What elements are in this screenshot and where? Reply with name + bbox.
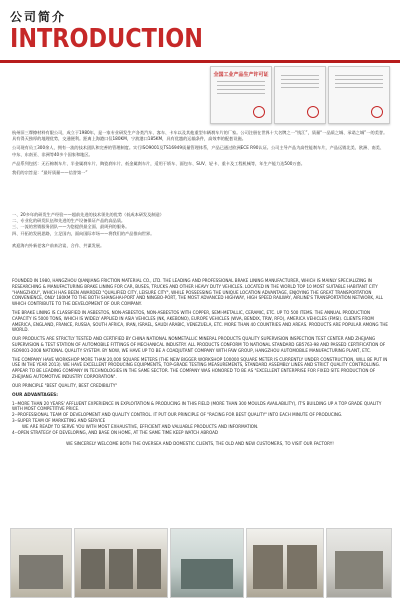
en-paragraph: OUR PRODUCTS ARE STRICTLY TESTED AND CERTIFIED BY CHINA NATIONAL NONMETALLIC MINERAL PRODUCTS QUALITY SUPERVISION INSPECTION TEST CENTER AND ZHEJIANG SUPERVISION & TEST STATION OF AUTOMOBILE FITTINGS OF MECHANICAL INDUSTRY. ALL PRODUCTS CONFORM TO NATIONAL STANDARD GB5763-98 AND PASSED CERTIFICATION OF ISO9001-2008 NATIONAL QUALITY SYSTEM. BY NOW, WE HAVE UP TO BE A COADJUTANT COMPANY WITH FAW GROUP, HANGZHOU AUTOMOBILE MANUFACTURING PLANT, ETC. bbox=[12, 336, 386, 353]
cn-paragraph: 我们的宗旨是：“最好质量——信誉第一” bbox=[12, 170, 88, 176]
list-item: 四、开拓的发展思路，立足国内，面向国际市场——将我们的产品推向世界。 bbox=[12, 230, 155, 236]
list-item: 3--SUPER TEAM OF MARKETING AND SERVICE bbox=[12, 417, 106, 423]
cn-paragraph: 公司现有员工300余人，拥有一流的技术团队和完善的管理制度。实行ISO9001及TS16949质量管理体系，产品已通过欧洲ECE R90认证。公司主导产品为高性能刹车片，产品远销北美、欧洲、南美、中东、东南亚、非洲等40多个国家和地区。 bbox=[12, 145, 385, 157]
english-introduction bbox=[12, 278, 388, 450]
certificate-production-license bbox=[210, 66, 272, 124]
certificates-group bbox=[210, 66, 390, 126]
chinese-advantages bbox=[12, 212, 388, 252]
page-header bbox=[0, 0, 400, 72]
certificate-english bbox=[328, 66, 390, 124]
production-equipment-photo bbox=[170, 528, 244, 598]
list-item: WE ARE READY TO SERVE YOU WITH MOST EXHAUSTIVE, EFFICIENT AND VALUABLE PRODUCTS AND INFORMATION. bbox=[22, 423, 259, 429]
factory-photos bbox=[10, 528, 390, 596]
list-item: 4--OPEN STRATEGY OF DEVELOPING, AND BASE ON HOME, AT THE SAME TIME KEEP WATCH ABROAD bbox=[12, 429, 219, 435]
en-paragraph: THE BRAKE LINING IS CLASSIFIED IN ASBESTOS, NON-ASBESTOS, NON-ASBESTOS WITH COPPER, SEMI-METALLIC, CERAMIC, ETC. UP TO 500 ITEMS. THE ANNUAL PRODUCTION CAPACITY IS 5000 TONS, WHICH IS WIDELY APPLIED IN ASIA VEHICLES (NK, AKEBONO), EUROPE VEHICLES (WVA, BENDIX, TRW, RFO), AMERICA VEHICLES (FMSI). CLIENTS FROM AMERICA, ENGLAND, FRANCE, RUSSIA, SOUTH AFRICA, IRAN, ISRAEL, SAUDI ARABIC, VENEZUELA, ETC. MORE THAN 40 COUNTRIES AND AREAS. PRODUCTS ARE POPULAR AMONG THE WORLD. bbox=[12, 309, 388, 333]
seal-icon bbox=[371, 106, 383, 118]
certificate-title: 全国工业产品生产许可证 bbox=[213, 72, 269, 78]
en-welcome: WE SINCERELY WELCOME BOTH THE OVERSEA AND DOMESTIC CLIENTS, THE OLD AND NEW CUSTOMERS, TO VISIT OUR FACTORY! bbox=[66, 441, 334, 447]
list-item: 1--MORE THAN 20 YEARS' AFFLUENT EXPERIENCE IN EXPLOITATION & PRODUCING IN THIS FIELD (MORE THAN 300 MOULDS AVAILABILITY), IT'S BUILDING UP A TOP GRADE QUALITY WITH MOST COMPETITIVE PRICE. bbox=[12, 400, 382, 412]
chinese-introduction bbox=[12, 130, 388, 179]
header-divider bbox=[0, 60, 400, 63]
list-item: 三、一流的营销服务团队——为您提供最全面、最周到的服务。 bbox=[12, 224, 130, 230]
advantages-heading: OUR ADVANTAGES: bbox=[12, 392, 58, 398]
production-equipment-photo bbox=[74, 528, 168, 598]
certificate-quality-system bbox=[274, 66, 326, 124]
production-equipment-photo bbox=[10, 528, 72, 598]
en-paragraph: FOUNDED IN 1980, HANGZHOU QIANJIANG FRICTION MATERIAL CO., LTD. THE LEADING AND PROFESSIONAL BRAKE LINING MANUFACTURER, WHICH IS MAINLY SPECIALIZING IN RESEARCHING & MANUFACTURING BRAKE LINING FOR CAR, BUSES, TRUCKS AND OTHER HEAVY DUTY VEHICLES. LOCATED IN THE WORLD TOP 10 MOST SUITABLE HABITANT CITY "HANGZHOU", WHICH HAS BEEN AWARDED "QUALIFIED CITY, LEISURE CITY", WHILE POSSESSING THE UNIQUE LOCATION ADVANTAGE, ENJOYING THE GREAT TRANSPORTATION CONVENIENCE, ONLY 180KM TO THE BOTH SHANGHAI-PORT AND NINGBO-PORT, THE MOST ADVANCED HIGHWAY, HIGH SPEED RAILWAY, AIRLINE'S TRANSPORTATION NETWORK, ALL WHICH CONTRIBUTE TO THE DEVELOPMENT OF OUR COMPANY. bbox=[12, 278, 384, 307]
chinese-title: 公司简介 bbox=[10, 10, 67, 24]
english-title: INTRODUCTION bbox=[10, 24, 203, 54]
seal-icon bbox=[307, 106, 319, 118]
seal-icon bbox=[253, 106, 265, 118]
list-item: 二、专业化的研发队伍和先进的生产设备保证产品的高品质。 bbox=[12, 218, 126, 224]
production-equipment-photo bbox=[326, 528, 392, 598]
cn-paragraph: 杭州旧三摩擦材料有限公司，成立于1980年，是一家专业研发生产各类汽车、客车、卡车以及其他重型车辆刹车片的厂家。公司注册在世界十大名牌之一“钱江”，质量“一品质之城、承诺之城”一的美誉。具有得天独厚的地理优势，交通便利。距离上海港口仅180KM，宁波港口185KM，具有优越的运输条件，高效率的配套设施。 bbox=[12, 130, 388, 142]
list-item: 2--PROFESSIONAL TEAM OF DEVELOPMENT AND QUALITY CONTROL. IT PUT OUR PRINCIPLE OF "RACING FOR BEST QUALITY" INTO EACH MINUTE OF PRODUCING. bbox=[12, 412, 343, 418]
en-paragraph: THE COMPANY HAVE WORKSHOP MORE THAN 20,000 SQUARE METERS (THE NEW BIGGER WORKSHOP 100000 SQUARE METER IS CURRENTLY UNDER CONSTRUCTION, WILL BE PUT IN USE IN THE YEAR 2013). WE HAVE EXCELLENT PRODUCING EQUIPMENTS, TOP-GRADE TESTING MEASUREMENTS, STANDARD ASSEMBLY LINES AND STRICT QUALITY CONTROLLING. APPEAR TO BE LEADING COMPANY IN TECHNOLOGIES IN THE SAME SECTOR. THE COMPANY WAS HONORED TO BE AS "EXCELLENT ENTERPRISE FOR FIXED SITE PRODUCTION OF ZHEJIANG AUTOMOTIVE INDUSTRY CORPORATION". bbox=[12, 356, 388, 379]
cn-paragraph: 产品系列包括：无石棉刹车片、半金属刹车片、陶瓷刹车片、低金属刹车片，适用于轿车、面包车、SUV、轻卡、重卡及工程机械等，年生产能力达500万套。 bbox=[12, 160, 305, 166]
list-item: 一、20多年的研发生产经验——超前先进的技术领先的优势（低成本研发及制造） bbox=[12, 212, 164, 217]
cn-welcome: 欢迎海内外新老客户前来洽谈、合作、共谋发展。 bbox=[12, 242, 105, 248]
en-principle: OUR PRINCIPLE "BEST QUALITY, BEST CREDIBILITY" bbox=[12, 382, 118, 388]
production-equipment-photo bbox=[246, 528, 324, 598]
